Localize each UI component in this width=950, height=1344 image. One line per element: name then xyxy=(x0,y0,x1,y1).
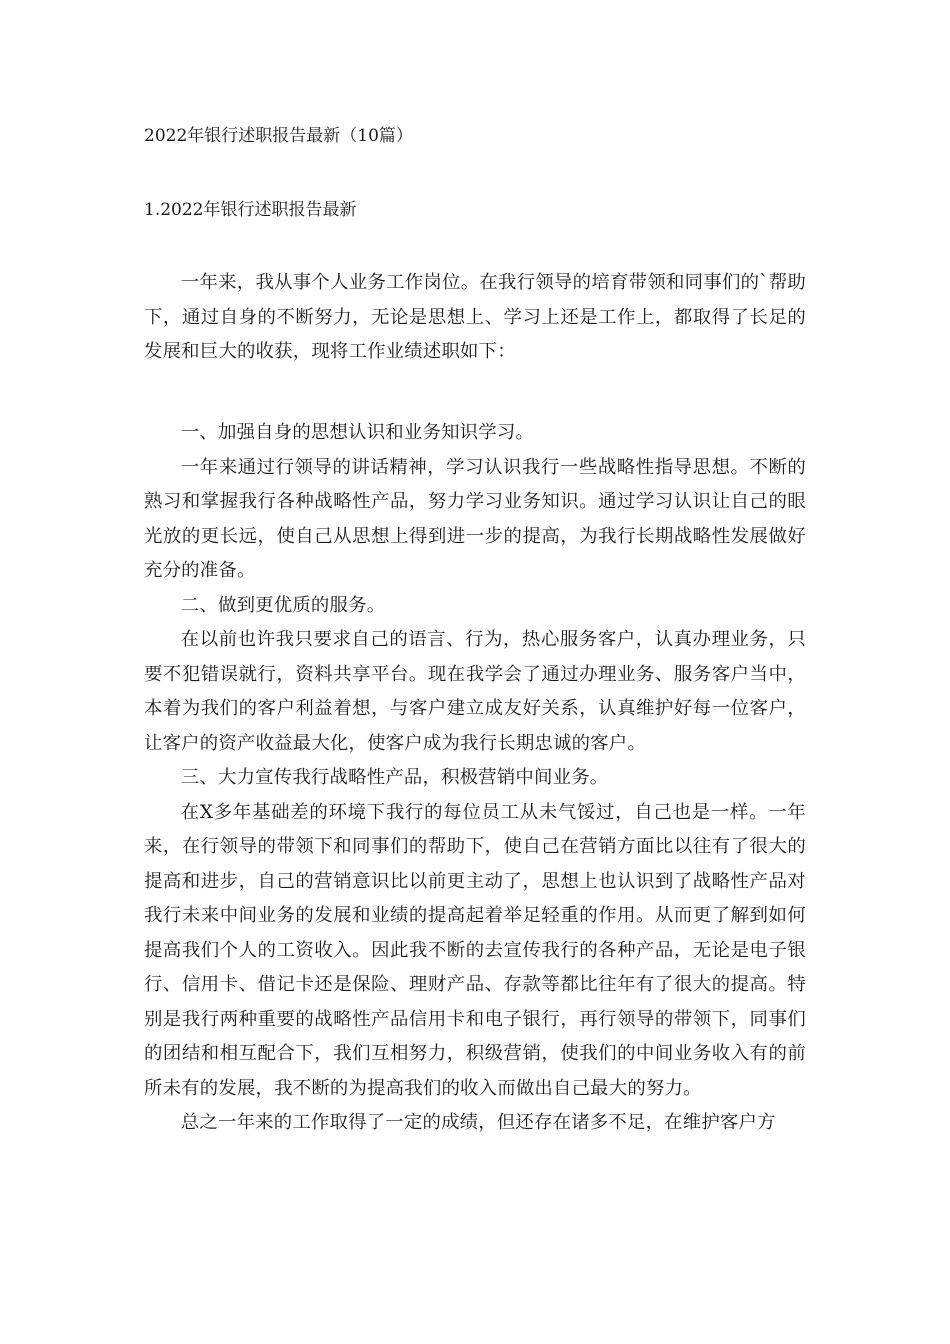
section-title: 1.2022年银行述职报告最新 xyxy=(144,200,357,220)
body-paragraph: 在X多年基础差的环境下我行的每位员工从未气馁过，自己也是一样。一年来，在行领导的带领下和同事们的帮助下，使自己在营销方面比以往有了很大的提高和进步，自己的营销意识比以前更主动了，思想上也认识到了战略性产品对我行未来中间业务的发展和业绩的提高起着举足轻重的作用。从而更了解到如何提高我们个人的工资收入。因此我不断的去宣传我行的各种产品，无论是电子银行、信用卡、借记卡还是保险、理财产品、存款等都比往年有了很大的提高。特别是我行两种重要的战略性产品信用卡和电子银行，再行领导的带领下，同事们的团结和相互配合下，我们互相努力，积级营销，使我们的中间业务收入有的前所未有的发展，我不断的为提高我们的收入而做出自己最大的努力。 xyxy=(144,801,806,1099)
heading-paragraph: 二、做到更优质的服务。 xyxy=(180,594,386,616)
heading-paragraph: 三、大力宣传我行战略性产品，积极营销中间业务。 xyxy=(180,767,609,788)
body-text xyxy=(144,416,806,1141)
heading-paragraph: 一、加强自身的思想认识和业务知识学习。 xyxy=(180,422,535,443)
intro-paragraph: 一年来，我从事个人业务工作岗位。在我行领导的培育带领和同事们的`帮助下，通过自身的不断努力，无论是思想上、学习上还是工作上，都取得了长足的发展和巨大的收获，现将工作业绩述职如下： xyxy=(144,272,806,362)
body-paragraph: 一年来通过行领导的讲话精神，学习认识我行一些战略性指导思想。不断的熟习和掌握我行各种战略性产品，努力学习业务知识。通过学习认识让自己的眼光放的更长远，使自己从思想上得到进一步的提高，为我行长期战略性发展做好充分的准备。 xyxy=(144,456,806,581)
document-title: 2022年银行述职报告最新（10篇） xyxy=(144,126,413,146)
intro-block xyxy=(144,266,806,370)
body-paragraph: 在以前也许我只要求自己的语言、行为，热心服务客户，认真办理业务，只要不犯错误就行，资料共享平台。现在我学会了通过办理业务、服务客户当中，本着为我们的客户利益着想，与客户建立成友好关系，认真维护好每一位客户，让客户的资产收益最大化，使客户成为我行长期忠诚的客户。 xyxy=(144,629,806,754)
body-paragraph: 总之一年来的工作取得了一定的成绩，但还存在诸多不足，在维护客户方 xyxy=(180,1112,776,1133)
